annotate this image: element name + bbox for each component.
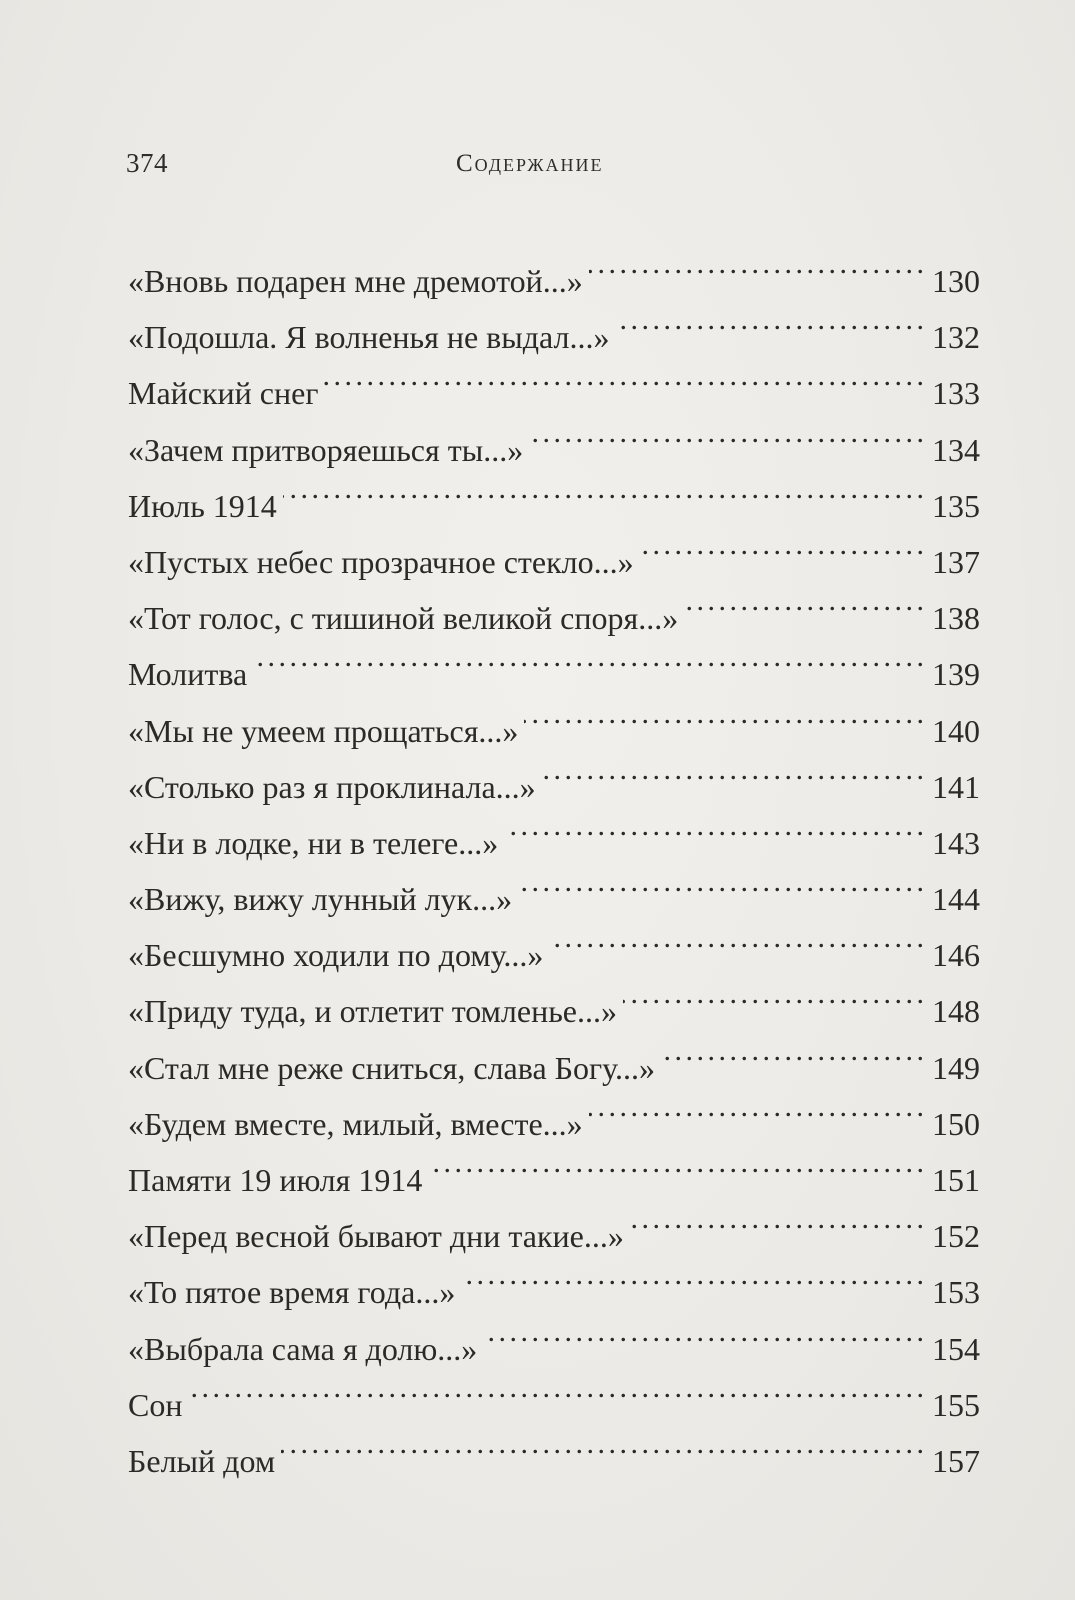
toc-entry-page-number: 152 bbox=[932, 1218, 980, 1255]
toc-entry-page-number: 144 bbox=[932, 881, 980, 918]
toc-dot-leader bbox=[524, 686, 922, 742]
toc-dot-leader bbox=[589, 1079, 922, 1135]
toc-dot-leader bbox=[283, 461, 922, 517]
toc-dot-leader bbox=[542, 742, 922, 798]
toc-dot-leader bbox=[630, 1191, 922, 1247]
table-of-contents bbox=[128, 236, 980, 1479]
toc-dot-leader bbox=[253, 629, 922, 685]
toc-entry-title: «Бесшумно ходили по дому...» bbox=[128, 937, 544, 974]
toc-entry-page-number: 137 bbox=[932, 543, 980, 580]
toc-entry bbox=[128, 1360, 980, 1423]
toc-dot-leader bbox=[483, 1304, 922, 1360]
toc-dot-leader bbox=[504, 798, 922, 854]
toc-entry-title: «Перед весной бывают дни такие...» bbox=[128, 1218, 624, 1255]
toc-entry-page-number: 148 bbox=[932, 993, 980, 1030]
toc-entry-title: «Зачем притворяешься ты...» bbox=[128, 431, 524, 468]
toc-entry bbox=[128, 686, 980, 749]
toc-dot-leader bbox=[324, 348, 922, 404]
toc-entry-title: «То пятое время года...» bbox=[128, 1274, 456, 1311]
toc-entry-title: «Пустых небес прозрачное стекло...» bbox=[128, 543, 634, 580]
section-title: Содержание bbox=[456, 150, 604, 177]
toc-dot-leader bbox=[188, 1360, 922, 1416]
toc-dot-leader bbox=[623, 966, 922, 1022]
toc-entry-page-number: 133 bbox=[932, 375, 980, 412]
toc-dot-leader bbox=[640, 517, 922, 573]
toc-entry-title: «Подошла. Я волненья не выдал...» bbox=[128, 319, 610, 356]
toc-entry-title: «Тот голос, с тишиной великой споря...» bbox=[128, 600, 679, 637]
toc-dot-leader bbox=[589, 236, 922, 292]
toc-entry bbox=[128, 236, 980, 299]
toc-entry-title: «Вижу, вижу лунный лук...» bbox=[128, 881, 513, 918]
toc-entry-page-number: 151 bbox=[932, 1162, 980, 1198]
toc-entry-title: Памяти 19 июля 1914 bbox=[128, 1162, 423, 1198]
toc-dot-leader bbox=[661, 1023, 922, 1079]
toc-entry-page-number: 155 bbox=[932, 1386, 980, 1423]
toc-entry-page-number: 154 bbox=[932, 1330, 980, 1367]
toc-dot-leader bbox=[529, 405, 922, 461]
toc-entry-page-number: 143 bbox=[932, 824, 980, 861]
running-head bbox=[126, 148, 646, 188]
toc-dot-leader bbox=[549, 910, 922, 966]
toc-entry-page-number: 135 bbox=[932, 487, 980, 524]
toc-entry-page-number: 149 bbox=[932, 1049, 980, 1086]
toc-entry-title: «Будем вместе, милый, вместе...» bbox=[128, 1105, 583, 1142]
toc-entry-page-number: 139 bbox=[932, 656, 980, 693]
toc-entry-title: Майский снег bbox=[128, 375, 319, 412]
toc-entry-title: Сон bbox=[128, 1386, 183, 1423]
toc-entry-page-number: 141 bbox=[932, 768, 980, 805]
toc-entry-title: Белый дом bbox=[128, 1442, 276, 1479]
toc-dot-leader bbox=[684, 573, 922, 629]
toc-entry-page-number: 130 bbox=[932, 263, 980, 299]
toc-entry-page-number: 150 bbox=[932, 1105, 980, 1142]
toc-entry-title: «Столько раз я проклинала...» bbox=[128, 768, 536, 805]
toc-entry-page-number: 138 bbox=[932, 600, 980, 637]
page-number: 374 bbox=[126, 148, 168, 178]
toc-entry-title: «Мы не умеем прощаться...» bbox=[128, 712, 519, 749]
toc-entry-title: Июль 1914 bbox=[128, 487, 277, 524]
toc-entry-page-number: 132 bbox=[932, 319, 980, 356]
toc-entry-page-number: 157 bbox=[932, 1442, 980, 1479]
toc-entry-title: «Приду туда, и отлетит томленье...» bbox=[128, 993, 617, 1030]
toc-entry-page-number: 134 bbox=[932, 431, 980, 468]
toc-dot-leader bbox=[518, 854, 922, 910]
toc-entry-title: «Стал мне реже сниться, слава Богу...» bbox=[128, 1049, 655, 1086]
toc-entry-title: Молитва bbox=[128, 656, 248, 693]
toc-entry-page-number: 146 bbox=[932, 937, 980, 974]
toc-entry bbox=[128, 1416, 980, 1479]
toc-dot-leader bbox=[461, 1247, 922, 1303]
toc-dot-leader bbox=[281, 1416, 922, 1472]
toc-entry bbox=[128, 629, 980, 693]
toc-entry-title: «Выбрала сама я долю...» bbox=[128, 1330, 478, 1367]
toc-entry-title: «Вновь подарен мне дремотой...» bbox=[128, 263, 583, 299]
toc-entry-page-number: 140 bbox=[932, 712, 980, 749]
toc-entry-page-number: 153 bbox=[932, 1274, 980, 1311]
toc-dot-leader bbox=[428, 1135, 922, 1191]
toc-entry-title: «Ни в лодке, ни в телеге...» bbox=[128, 824, 499, 861]
toc-dot-leader bbox=[616, 292, 923, 348]
